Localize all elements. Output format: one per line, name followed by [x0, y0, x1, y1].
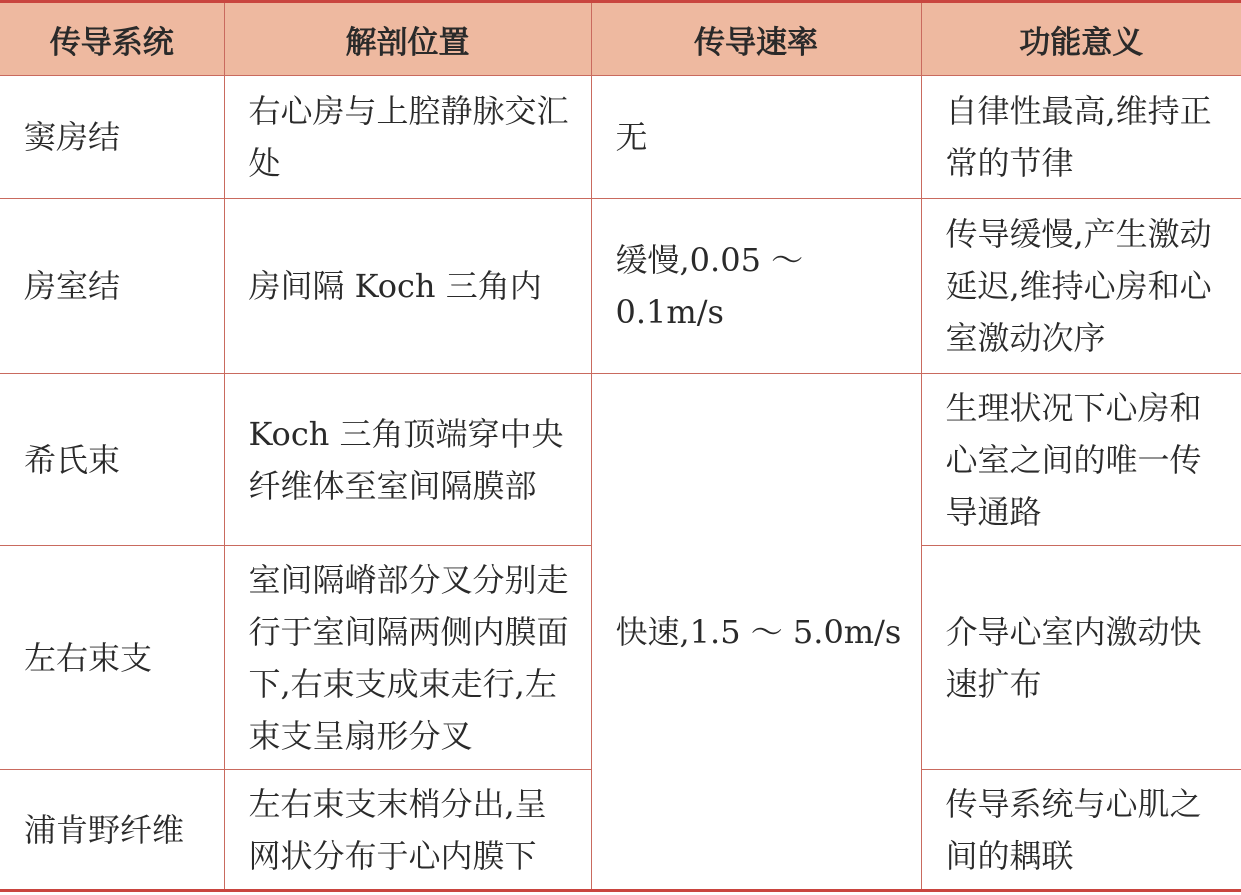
cell-location: 室间隔嵴部分叉分别走行于室间隔两侧内膜面下,右束支成束走行,左束支呈扇形分叉 — [224, 546, 591, 770]
cell-function: 传导系统与心肌之间的耦联 — [921, 770, 1241, 890]
table-row — [0, 76, 1241, 199]
cell-location: 左右束支末梢分出,呈网状分布于心内膜下 — [224, 770, 591, 890]
cell-function: 介导心室内激动快速扩布 — [921, 546, 1241, 770]
table-bottom-rule — [0, 889, 1241, 892]
cell-system: 左右束支 — [0, 546, 224, 770]
header-function: 功能意义 — [921, 3, 1241, 76]
cell-system: 希氏束 — [0, 374, 224, 546]
header-system: 传导系统 — [0, 3, 224, 76]
table-row — [0, 199, 1241, 374]
table-row — [0, 374, 1241, 546]
cell-function: 生理状况下心房和心室之间的唯一传导通路 — [921, 374, 1241, 546]
cell-location: Koch 三角顶端穿中央纤维体至室间隔膜部 — [224, 374, 591, 546]
header-location: 解剖位置 — [224, 3, 591, 76]
cell-location: 右心房与上腔静脉交汇处 — [224, 76, 591, 199]
cell-system: 房室结 — [0, 199, 224, 374]
cell-rate: 无 — [591, 76, 921, 199]
cell-rate: 缓慢,0.05 ～ 0.1m/s — [591, 199, 921, 374]
cell-location: 房间隔 Koch 三角内 — [224, 199, 591, 374]
cell-system: 浦肯野纤维 — [0, 770, 224, 890]
cell-system: 窦房结 — [0, 76, 224, 199]
table-header-row — [0, 3, 1241, 76]
cell-rate-merged: 快速,1.5 ～ 5.0m/s — [591, 374, 921, 890]
header-rate: 传导速率 — [591, 3, 921, 76]
conduction-system-table — [0, 3, 1241, 890]
cell-function: 自律性最高,维持正常的节律 — [921, 76, 1241, 199]
cell-function: 传导缓慢,产生激动延迟,维持心房和心室激动次序 — [921, 199, 1241, 374]
